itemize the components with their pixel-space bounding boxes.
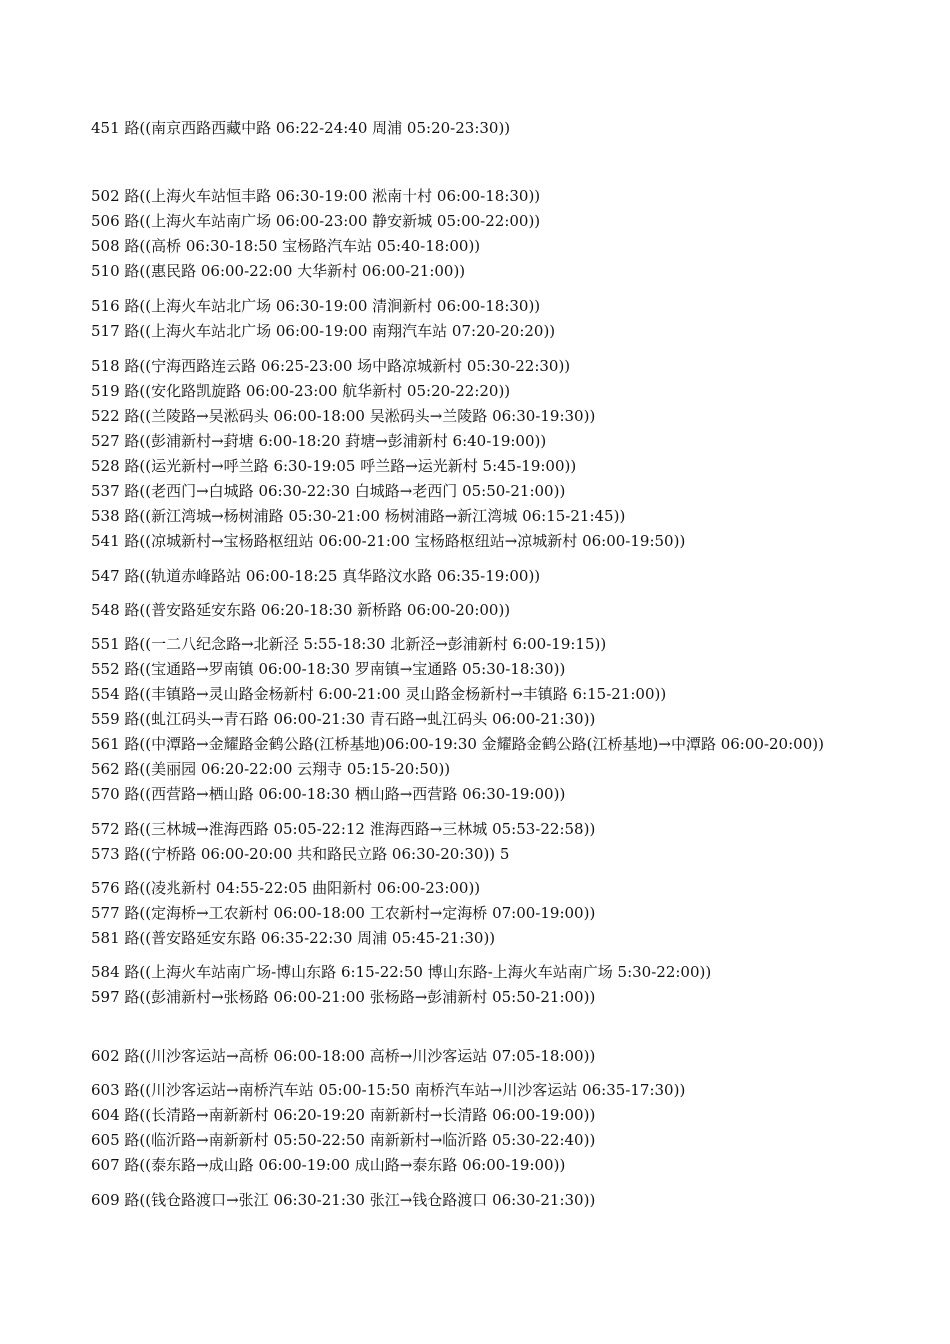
route-line-508: 508 路((高桥 06:30-18:50 宝杨路汽车站 05:40-18:00)) — [91, 237, 481, 255]
route-line-602: 602 路((川沙客运站→高桥 06:00-18:00 高桥→川沙客运站 07:05-18:00)) — [91, 1047, 596, 1065]
route-line-451: 451 路((南京西路西藏中路 06:22-24:40 周浦 05:20-23:30)) — [91, 119, 511, 137]
route-line-538: 538 路((新江湾城→杨树浦路 05:30-21:00 杨树浦路→新江湾城 06:15-21:45)) — [91, 507, 626, 525]
route-line-522: 522 路((兰陵路→吴淞码头 06:00-18:00 吴淞码头→兰陵路 06:30-19:30)) — [91, 407, 596, 425]
route-line-573: 573 路((宁桥路 06:00-20:00 共和路民立路 06:30-20:30)) 5 — [91, 845, 510, 863]
route-line-518: 518 路((宁海西路连云路 06:25-23:00 场中路凉城新村 05:30-22:30)) — [91, 357, 571, 375]
route-line-554: 554 路((丰镇路→灵山路金杨新村 6:00-21:00 灵山路金杨新村→丰镇路 6:15-21:00)) — [91, 685, 667, 703]
route-line-609: 609 路((钱仓路渡口→张江 06:30-21:30 张江→钱仓路渡口 06:30-21:30)) — [91, 1191, 596, 1209]
route-line-572: 572 路((三林城→淮海西路 05:05-22:12 淮海西路→三林城 05:53-22:58)) — [91, 820, 596, 838]
route-line-541: 541 路((凉城新村→宝杨路枢纽站 06:00-21:00 宝杨路枢纽站→凉城新村 06:00-19:50)) — [91, 532, 686, 550]
route-line-576: 576 路((凌兆新村 04:55-22:05 曲阳新村 06:00-23:00)) — [91, 879, 481, 897]
route-line-577: 577 路((定海桥→工农新村 06:00-18:00 工农新村→定海桥 07:00-19:00)) — [91, 904, 596, 922]
route-line-519: 519 路((安化路凯旋路 06:00-23:00 航华新村 05:20-22:20)) — [91, 382, 511, 400]
route-line-584: 584 路((上海火车站南广场-博山东路 6:15-22:50 博山东路-上海火车站南广场 5:30-22:00)) — [91, 963, 712, 981]
route-line-502: 502 路((上海火车站恒丰路 06:30-19:00 淞南十村 06:00-18:30)) — [91, 187, 541, 205]
route-line-551: 551 路((一二八纪念路→北新泾 5:55-18:30 北新泾→彭浦新村 6:00-19:15)) — [91, 635, 607, 653]
route-line-548: 548 路((普安路延安东路 06:20-18:30 新桥路 06:00-20:00)) — [91, 601, 511, 619]
route-line-517: 517 路((上海火车站北广场 06:00-19:00 南翔汽车站 07:20-20:20)) — [91, 322, 556, 340]
route-line-547: 547 路((轨道赤峰路站 06:00-18:25 真华路汶水路 06:35-19:00)) — [91, 567, 541, 585]
route-line-597: 597 路((彭浦新村→张杨路 06:00-21:00 张杨路→彭浦新村 05:50-21:00)) — [91, 988, 596, 1006]
route-line-570: 570 路((西营路→栖山路 06:00-18:30 栖山路→西营路 06:30-19:00)) — [91, 785, 566, 803]
route-line-562: 562 路((美丽园 06:20-22:00 云翔寺 05:15-20:50)) — [91, 760, 451, 778]
route-line-603: 603 路((川沙客运站→南桥汽车站 05:00-15:50 南桥汽车站→川沙客运站 06:35-17:30)) — [91, 1081, 686, 1099]
route-line-516: 516 路((上海火车站北广场 06:30-19:00 清涧新村 06:00-18:30)) — [91, 297, 541, 315]
route-line-527: 527 路((彭浦新村→葑塘 6:00-18:20 葑塘→彭浦新村 6:40-19:00)) — [91, 432, 547, 450]
route-line-537: 537 路((老西门→白城路 06:30-22:30 白城路→老西门 05:50-21:00)) — [91, 482, 566, 500]
route-line-561: 561 路((中潭路→金耀路金鹤公路(江桥基地)06:00-19:30 金耀路金鹤公路(江桥基地)→中潭路 06:00-20:00)) — [91, 735, 824, 753]
route-line-581: 581 路((普安路延安东路 06:35-22:30 周浦 05:45-21:30)) — [91, 929, 496, 947]
route-line-604: 604 路((长清路→南新新村 06:20-19:20 南新新村→长清路 06:00-19:00)) — [91, 1106, 596, 1124]
route-line-607: 607 路((泰东路→成山路 06:00-19:00 成山路→泰东路 06:00-19:00)) — [91, 1156, 566, 1174]
route-line-552: 552 路((宝通路→罗南镇 06:00-18:30 罗南镇→宝通路 05:30-18:30)) — [91, 660, 566, 678]
route-line-605: 605 路((临沂路→南新新村 05:50-22:50 南新新村→临沂路 05:30-22:40)) — [91, 1131, 596, 1149]
route-line-506: 506 路((上海火车站南广场 06:00-23:00 静安新城 05:00-22:00)) — [91, 212, 541, 230]
route-line-528: 528 路((运光新村→呼兰路 6:30-19:05 呼兰路→运光新村 5:45-19:00)) — [91, 457, 577, 475]
route-line-559: 559 路((虬江码头→青石路 06:00-21:30 青石路→虬江码头 06:00-21:30)) — [91, 710, 596, 728]
route-line-510: 510 路((惠民路 06:00-22:00 大华新村 06:00-21:00)) — [91, 262, 466, 280]
